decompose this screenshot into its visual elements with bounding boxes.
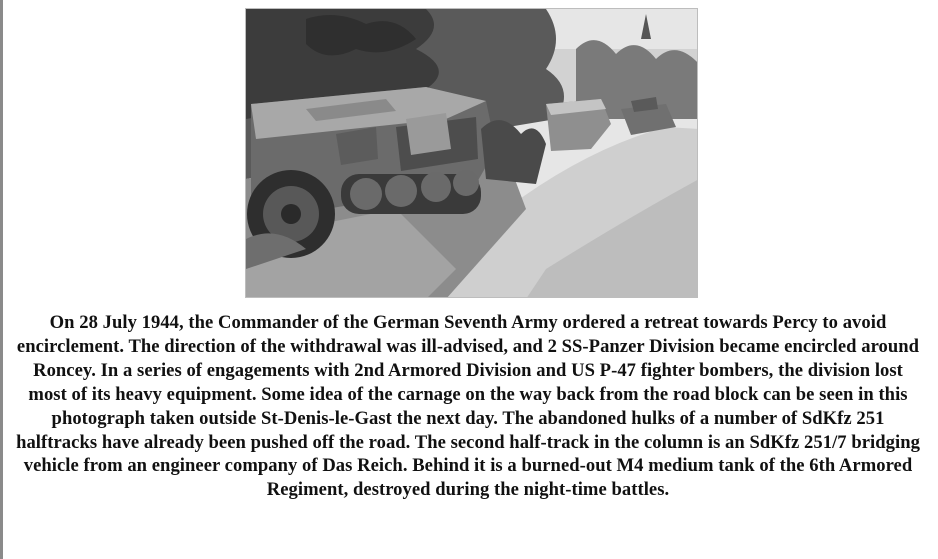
photo-caption: On 28 July 1944, the Commander of the German Seventh Army ordered a retreat towards Percy to avoid encirclement. The direction of the withdrawal was ill-advised, and 2 SS-Panzer Division became encircled around Roncey. In a series of engagements with 2nd Armored Division and US P-47 fighter bombers, the division lost most of its heavy equipment. Some idea of the carnage on the way back from the road block can be seen in this photograph taken outside St-Denis-le-Gast the next day. The abandoned hulks of a number of SdKfz 251 halftracks have already been pushed off the road. The second half-track in the column is an SdKfz 251/7 bridging vehicle from an engineer company of Das Reich. Behind it is a burned-out M4 medium tank of the 6th Armored Regiment, destroyed during the night-time battles. bbox=[16, 312, 920, 501]
page-left-border bbox=[0, 0, 3, 559]
photo-illustration bbox=[246, 9, 698, 298]
historical-photo bbox=[245, 8, 698, 298]
